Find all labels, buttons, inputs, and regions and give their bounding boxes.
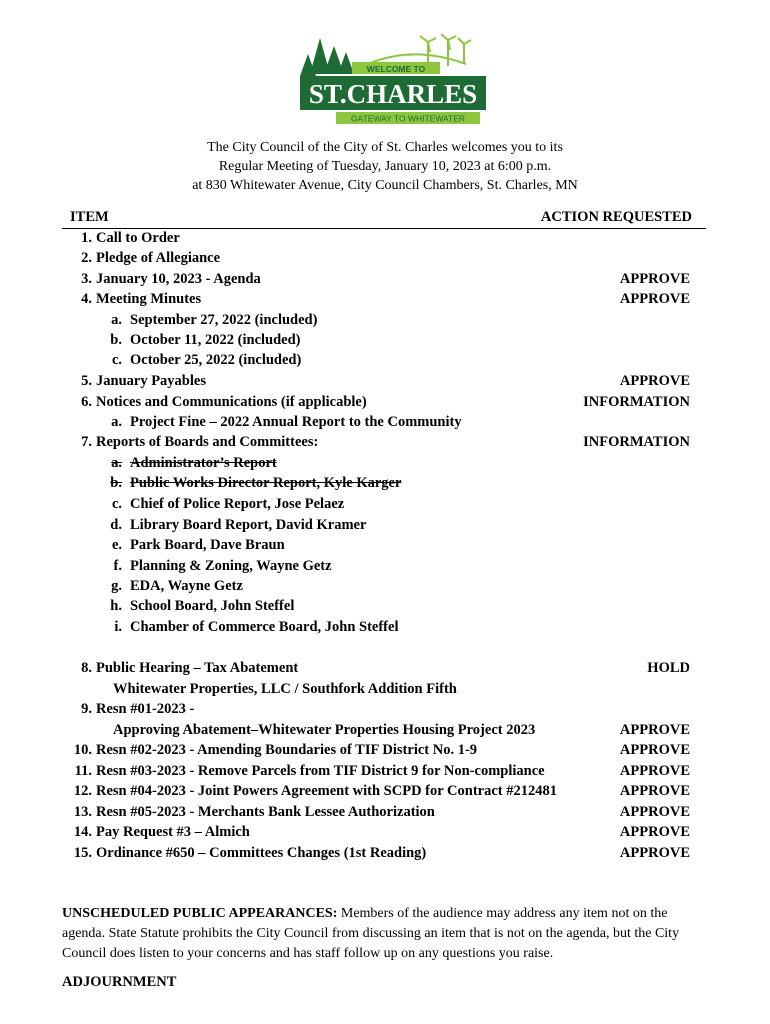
item-number: h. <box>110 598 122 614</box>
agenda-subrow-struck <box>0 473 770 493</box>
item-text: Pay Request #3 – Almich <box>96 824 250 840</box>
action-column-header: ACTION REQUESTED <box>540 209 692 225</box>
adjournment-heading: ADJOURNMENT <box>62 974 177 990</box>
item-number: a. <box>111 414 122 430</box>
agenda-row <box>0 843 770 863</box>
agenda-row <box>0 228 770 248</box>
item-number: 2. <box>81 250 92 266</box>
action-requested: HOLD <box>647 660 690 676</box>
item-number: 5. <box>81 373 92 389</box>
item-number: i. <box>114 619 122 635</box>
agenda-subrow-struck <box>0 453 770 473</box>
agenda-row-continuation <box>0 720 770 740</box>
agenda-subrow <box>0 515 770 535</box>
item-number: 12. <box>73 783 92 799</box>
item-text: Meeting Minutes <box>96 291 202 307</box>
agenda-row <box>0 822 770 842</box>
agenda-subrow <box>0 596 770 616</box>
item-text: Notices and Communications (if applicable) <box>96 394 367 410</box>
item-text: Library Board Report, David Kramer <box>130 517 367 533</box>
action-requested: APPROVE <box>619 722 690 738</box>
item-number: 14. <box>73 824 92 840</box>
agenda-subrow <box>0 617 770 637</box>
item-text: School Board, John Steffel <box>130 598 295 614</box>
item-number: 9. <box>81 701 92 717</box>
item-number: 6. <box>81 394 92 410</box>
agenda-row <box>0 802 770 822</box>
action-requested: APPROVE <box>619 763 690 779</box>
item-number: 15. <box>73 845 92 861</box>
item-column-header: ITEM <box>70 209 109 225</box>
unscheduled-appearances <box>62 904 708 964</box>
item-text: January 10, 2023 - Agenda <box>96 271 261 287</box>
item-number: c. <box>111 496 122 512</box>
item-number: 13. <box>73 804 92 820</box>
item-text: Reports of Boards and Committees: <box>96 434 319 450</box>
svg-text:WELCOME TO: WELCOME TO <box>366 64 426 74</box>
item-number: d. <box>110 517 122 533</box>
action-requested: APPROVE <box>619 824 690 840</box>
item-number: 4. <box>81 291 92 307</box>
agenda-row <box>0 269 770 289</box>
agenda-row <box>0 432 770 452</box>
item-text: Resn #03-2023 - Remove Parcels from TIF District 9 for Non-compliance <box>96 763 545 779</box>
item-number: g. <box>111 578 122 594</box>
item-text: Chief of Police Report, Jose Pelaez <box>130 496 345 512</box>
action-requested: APPROVE <box>619 845 690 861</box>
agenda-row <box>0 289 770 309</box>
agenda-row <box>0 248 770 268</box>
item-text: October 25, 2022 (included) <box>130 352 302 368</box>
agenda-header <box>62 208 706 229</box>
item-text: October 11, 2022 (included) <box>130 332 301 348</box>
item-text: September 27, 2022 (included) <box>130 312 318 328</box>
item-text: Pledge of Allegiance <box>96 250 221 266</box>
unscheduled-body: Members of the audience may address any item not on the agenda. State Statute prohibits the City Council from discussing an item that is not on the agenda, but the City Council does listen to your concerns and has staff follow up on any questions you raise. <box>62 906 680 961</box>
item-number: 3. <box>81 271 92 287</box>
agenda-row <box>0 740 770 760</box>
agenda-subrow <box>0 310 770 330</box>
intro-line: Regular Meeting of Tuesday, January 10, 2023 at 6:00 p.m. <box>218 159 552 174</box>
agenda-subrow <box>0 412 770 432</box>
agenda-subrow <box>0 556 770 576</box>
item-text: Call to Order <box>96 230 180 246</box>
item-number: b. <box>110 332 122 348</box>
agenda-row <box>0 392 770 412</box>
item-number: b. <box>110 475 122 491</box>
item-text: Resn #05-2023 - Merchants Bank Lessee Authorization <box>96 804 435 820</box>
item-number: e. <box>111 537 122 553</box>
wind-turbine-icon <box>420 34 471 66</box>
action-requested: APPROVE <box>619 271 690 287</box>
action-requested: APPROVE <box>619 742 690 758</box>
item-number: c. <box>111 352 122 368</box>
agenda-row <box>0 658 770 678</box>
meeting-intro <box>0 138 770 195</box>
item-text: Administrator’s Report <box>130 455 277 471</box>
unscheduled-title: UNSCHEDULED PUBLIC APPEARANCES: <box>62 906 338 921</box>
item-text: Chamber of Commerce Board, John Steffel <box>130 619 399 635</box>
agenda-row <box>0 781 770 801</box>
agenda-row <box>0 699 770 719</box>
agenda-subrow <box>0 576 770 596</box>
item-text: Resn #04-2023 - Joint Powers Agreement with SCPD for Contract #212481 <box>96 783 557 799</box>
item-text: Resn #02-2023 - Amending Boundaries of TIF District No. 1-9 <box>96 742 478 758</box>
item-number: 11. <box>74 763 92 779</box>
tree-icon <box>300 38 354 76</box>
item-text: Whitewater Properties, LLC / Southfork Addition Fifth <box>113 681 457 697</box>
agenda-row-continuation <box>0 679 770 699</box>
item-text: Public Works Director Report, Kyle Karger <box>130 475 402 491</box>
agenda-subrow <box>0 350 770 370</box>
agenda-subrow <box>0 494 770 514</box>
svg-text:ST.CHARLES: ST.CHARLES <box>308 79 478 109</box>
item-number: a. <box>111 312 122 328</box>
agenda-subrow <box>0 330 770 350</box>
action-requested: INFORMATION <box>583 434 690 450</box>
item-text: EDA, Wayne Getz <box>130 578 243 594</box>
action-requested: APPROVE <box>619 783 690 799</box>
st-charles-logo <box>296 34 490 134</box>
item-number: 7. <box>81 434 92 450</box>
item-number: 1. <box>81 230 92 246</box>
action-requested: APPROVE <box>619 291 690 307</box>
item-text: Planning & Zoning, Wayne Getz <box>130 558 332 574</box>
item-number: 8. <box>81 660 92 676</box>
item-text: Ordinance #650 – Committees Changes (1st Reading) <box>96 845 427 861</box>
agenda-subrow <box>0 535 770 555</box>
svg-text:GATEWAY TO WHITEWATER: GATEWAY TO WHITEWATER <box>350 113 466 124</box>
item-number: 10. <box>73 742 92 758</box>
item-number: f. <box>113 558 122 574</box>
item-text: Public Hearing – Tax Abatement <box>96 660 299 676</box>
intro-line: The City Council of the City of St. Charles welcomes you to its <box>207 140 563 155</box>
action-requested: APPROVE <box>619 804 690 820</box>
agenda-row <box>0 761 770 781</box>
item-number: a. <box>111 455 122 471</box>
item-text: Resn #01-2023 - <box>96 701 195 717</box>
item-text: Park Board, Dave Braun <box>130 537 285 553</box>
action-requested: APPROVE <box>619 373 690 389</box>
action-requested: INFORMATION <box>583 394 690 410</box>
agenda-row <box>0 371 770 391</box>
item-text: Project Fine – 2022 Annual Report to the Community <box>130 414 462 430</box>
item-text: January Payables <box>96 373 206 389</box>
item-text: Approving Abatement–Whitewater Properties Housing Project 2023 <box>113 722 536 738</box>
intro-line: at 830 Whitewater Avenue, City Council Chambers, St. Charles, MN <box>192 178 578 193</box>
